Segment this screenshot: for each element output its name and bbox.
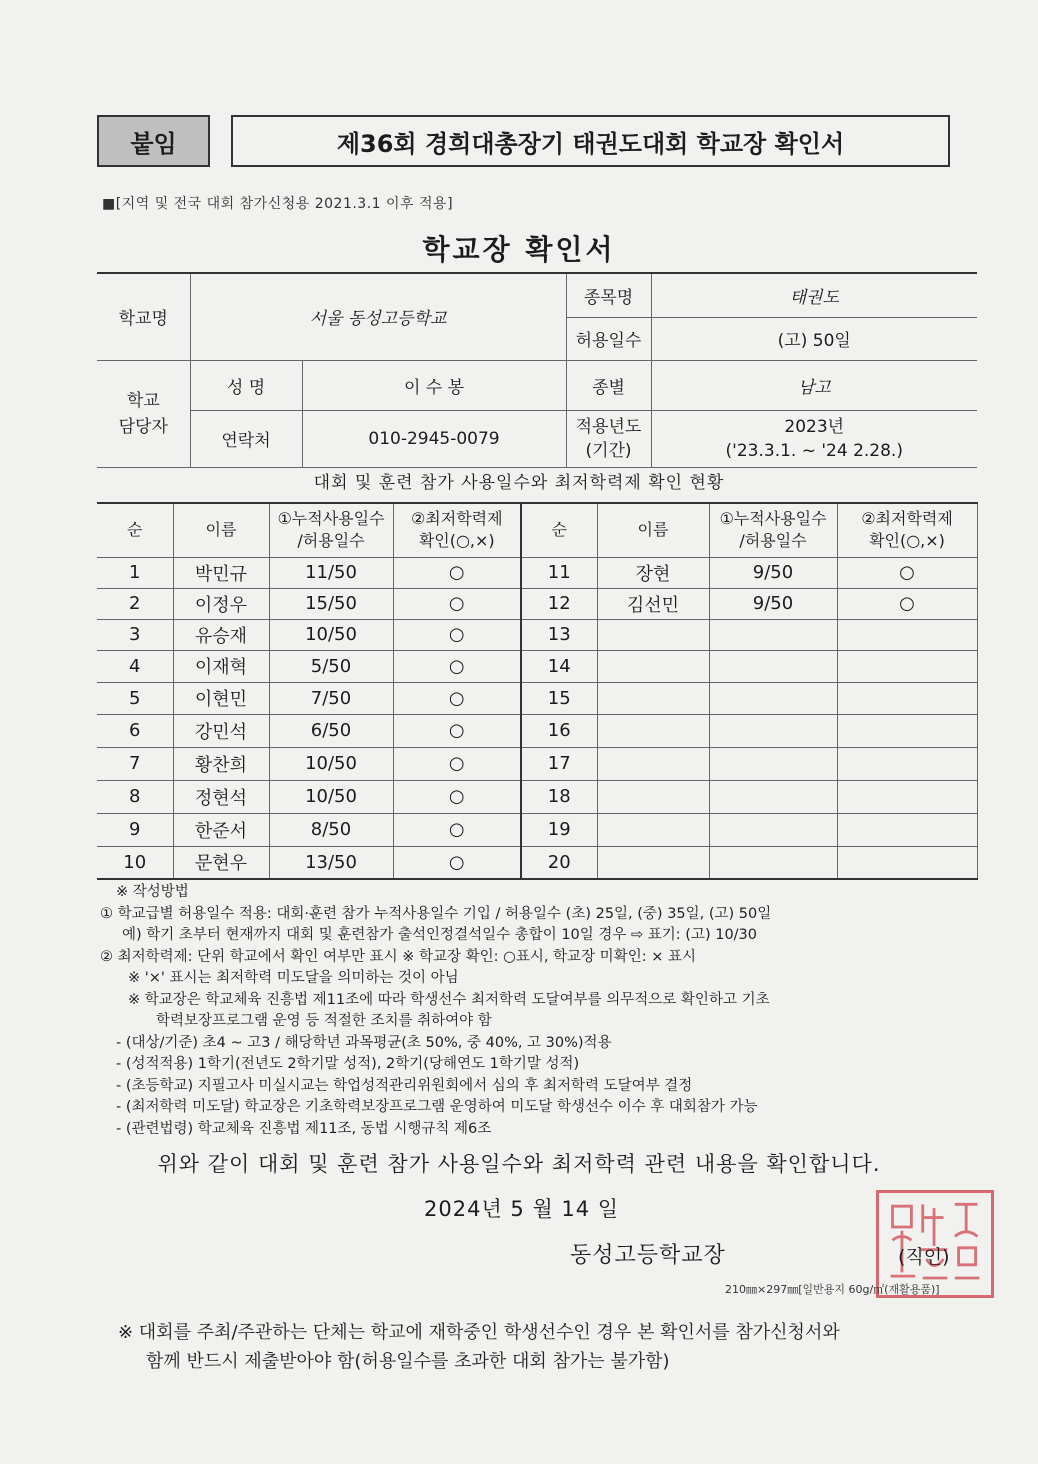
min-academic-check: ○ (393, 650, 521, 682)
application-note: ■[지역 및 전국 대회 참가신청용 2021.3.1 이후 적용] (102, 196, 454, 212)
school-name: 서울 동성고등학교 (190, 273, 566, 360)
player-name (597, 650, 709, 682)
col-name-header: 이름 (173, 503, 269, 557)
used-days (709, 682, 837, 714)
confirmation-statement: 위와 같이 대회 및 훈련 참가 사용일수와 최저학력 관련 내용을 확인합니다. (157, 1152, 881, 1176)
method-line: 예) 학기 초부터 현재까지 대회 및 훈련참가 출석인정결석일수 총합이 10일 경우 ⇨ 표기: (고) 10/30 (122, 927, 758, 943)
min-academic-check: ○ (393, 619, 521, 650)
row-number: 12 (521, 588, 597, 619)
player-name: 정현석 (173, 780, 269, 813)
used-days: 15/50 (269, 588, 393, 619)
col-days-header: ①누적사용일수 /허용일수 (269, 503, 393, 557)
school-label: 학교명 (97, 273, 190, 360)
min-academic-check: ○ (393, 780, 521, 813)
player-name: 한준서 (173, 813, 269, 846)
name-label: 성 명 (190, 360, 302, 410)
table-row (97, 747, 977, 780)
gender-label: 종별 (566, 360, 651, 410)
row-number: 14 (521, 650, 597, 682)
table-row (97, 557, 977, 588)
min-academic-check: ○ (393, 557, 521, 588)
row-number: 3 (97, 619, 173, 650)
used-days (709, 846, 837, 879)
player-name: 장현 (597, 557, 709, 588)
player-name (597, 813, 709, 846)
table-row (97, 714, 977, 747)
row-number: 7 (97, 747, 173, 780)
min-academic-check: ○ (837, 588, 977, 619)
sport-label: 종목명 (566, 273, 651, 317)
table-row (97, 846, 977, 879)
method-line: ① 학교급별 허용일수 적용: 대회·훈련 참가 누적사용일수 기입 / 허용일수 (초) 25일, (중) 35일, (고) 50일 (100, 905, 772, 922)
player-name: 유승재 (173, 619, 269, 650)
period-label: 적용년도 (기간) (566, 410, 651, 467)
min-academic-check (837, 780, 977, 813)
method-line: - (초등학교) 지필고사 미실시교는 학업성적관리위원회에서 심의 후 최저학력 도달여부 결정 (116, 1077, 693, 1094)
min-academic-check (837, 813, 977, 846)
min-academic-check (837, 846, 977, 879)
attachment-tag: 붙임 (97, 115, 210, 167)
gender-value: 남고 (651, 360, 977, 410)
table-row (97, 780, 977, 813)
document-header-title: 제36회 경희대총장기 태권도대회 학교장 확인서 (231, 115, 950, 167)
min-academic-check (837, 682, 977, 714)
player-name: 이현민 (173, 682, 269, 714)
contact-value: 010-2945-0079 (302, 410, 566, 467)
contact-label: 연락처 (190, 410, 302, 467)
participation-rows (97, 557, 977, 879)
used-days: 10/50 (269, 619, 393, 650)
principal-title: 동성고등학교장 (570, 1243, 726, 1268)
player-name: 김선민 (597, 588, 709, 619)
table-row (97, 588, 977, 619)
used-days (709, 650, 837, 682)
player-name (597, 846, 709, 879)
min-academic-check: ○ (393, 747, 521, 780)
row-number: 10 (97, 846, 173, 879)
min-academic-check: ○ (393, 588, 521, 619)
method-line: ② 최저학력제: 단위 학교에서 확인 여부만 표시 ※ 학교장 확인: ○표시, 학교장 미확인: × 표시 (100, 948, 696, 965)
table-row (97, 813, 977, 846)
min-academic-check (837, 747, 977, 780)
paper-spec: 210㎜×297㎜[일반용지 60g/㎡(재활용품)] (725, 1283, 940, 1296)
player-name: 이정우 (173, 588, 269, 619)
table-row (97, 682, 977, 714)
min-academic-check (837, 619, 977, 650)
row-number: 6 (97, 714, 173, 747)
row-number: 19 (521, 813, 597, 846)
method-line: ※ '×' 표시는 최저학력 미도달을 의미하는 것이 아님 (128, 970, 459, 986)
row-number: 1 (97, 557, 173, 588)
used-days: 9/50 (709, 588, 837, 619)
used-days (709, 780, 837, 813)
col-name-header: 이름 (597, 503, 709, 557)
used-days: 8/50 (269, 813, 393, 846)
col-check-header: ②최저학력제 확인(○,×) (393, 503, 521, 557)
player-name (597, 619, 709, 650)
seal-label: (직인) (898, 1246, 950, 1268)
name-value: 이 수 봉 (302, 360, 566, 410)
row-number: 18 (521, 780, 597, 813)
footnote (118, 1318, 840, 1376)
player-name (597, 747, 709, 780)
method-line: 학력보장프로그램 운영 등 적절한 조치를 취하여야 함 (156, 1013, 492, 1029)
player-name: 박민규 (173, 557, 269, 588)
allowed-days-value: (고) 50일 (651, 317, 977, 360)
method-line: ※ 학교장은 학교체육 진흥법 제11조에 따라 학생선수 최저학력 도달여부를 의무적으로 확인하고 기초 (128, 991, 770, 1008)
manager-label: 학교 담당자 (97, 360, 190, 467)
row-number: 17 (521, 747, 597, 780)
used-days (709, 714, 837, 747)
status-heading: 대회 및 훈련 참가 사용일수와 최저학력제 확인 현황 (313, 473, 725, 493)
method-line: - (최저학력 미도달) 학교장은 기초학력보장프로그램 운영하여 미도달 학생선수 이수 후 대회참가 가능 (116, 1099, 758, 1115)
row-number: 15 (521, 682, 597, 714)
table-row (97, 650, 977, 682)
row-number: 5 (97, 682, 173, 714)
allowed-days-label: 허용일수 (566, 317, 651, 360)
row-number: 16 (521, 714, 597, 747)
page-title: 학교장 확인서 (422, 233, 616, 266)
used-days: 5/50 (269, 650, 393, 682)
school-info-table (97, 272, 977, 468)
player-name: 황찬희 (173, 747, 269, 780)
player-name: 문현우 (173, 846, 269, 879)
period-cell (651, 410, 977, 467)
table-row (97, 619, 977, 650)
row-number: 13 (521, 619, 597, 650)
method-line: - (대상/기준) 초4 ~ 고3 / 해당학년 과목평균(초 50%, 중 40%, 고 30%)적용 (116, 1034, 612, 1051)
writing-method (100, 882, 990, 1140)
footnote-line: ※ 대회를 주최/주관하는 단체는 학교에 재학중인 학생선수인 경우 본 확인서를 참가신청서와 (118, 1322, 840, 1343)
used-days (709, 813, 837, 846)
used-days (709, 747, 837, 780)
participation-table (97, 502, 978, 880)
col-no-header: 순 (521, 503, 597, 557)
method-line: - (관련법령) 학교체육 진흥법 제11조, 동법 시행규칙 제6조 (116, 1120, 492, 1137)
min-academic-check (837, 714, 977, 747)
used-days: 10/50 (269, 780, 393, 813)
col-check-header: ②최저학력제 확인(○,×) (837, 503, 977, 557)
min-academic-check: ○ (393, 714, 521, 747)
method-title: ※ 작성방법 (116, 884, 189, 900)
row-number: 2 (97, 588, 173, 619)
player-name (597, 714, 709, 747)
min-academic-check: ○ (393, 846, 521, 879)
used-days (709, 619, 837, 650)
row-number: 11 (521, 557, 597, 588)
row-number: 8 (97, 780, 173, 813)
issue-date: 2024년 5 월 14 일 (424, 1197, 620, 1221)
min-academic-check: ○ (393, 682, 521, 714)
min-academic-check: ○ (837, 557, 977, 588)
row-number: 20 (521, 846, 597, 879)
used-days: 11/50 (269, 557, 393, 588)
used-days: 10/50 (269, 747, 393, 780)
period-value: ('23.3.1. ~ '24 2.28.) (725, 440, 903, 461)
player-name: 이재혁 (173, 650, 269, 682)
player-name: 강민석 (173, 714, 269, 747)
sport-value: 태권도 (651, 273, 977, 317)
col-days-header: ①누적사용일수 /허용일수 (709, 503, 837, 557)
min-academic-check (837, 650, 977, 682)
min-academic-check: ○ (393, 813, 521, 846)
player-name (597, 780, 709, 813)
row-number: 9 (97, 813, 173, 846)
used-days: 7/50 (269, 682, 393, 714)
used-days: 6/50 (269, 714, 393, 747)
col-no-header: 순 (97, 503, 173, 557)
method-line: - (성적적용) 1학기(전년도 2학기말 성적), 2학기(당해연도 1학기말 성적) (116, 1056, 580, 1072)
used-days: 13/50 (269, 846, 393, 879)
used-days: 9/50 (709, 557, 837, 588)
player-name (597, 682, 709, 714)
row-number: 4 (97, 650, 173, 682)
footnote-line: 함께 반드시 제출받아야 함(허용일수를 초과한 대회 참가는 불가함) (146, 1351, 670, 1372)
year-value: 2023년 (784, 416, 845, 437)
